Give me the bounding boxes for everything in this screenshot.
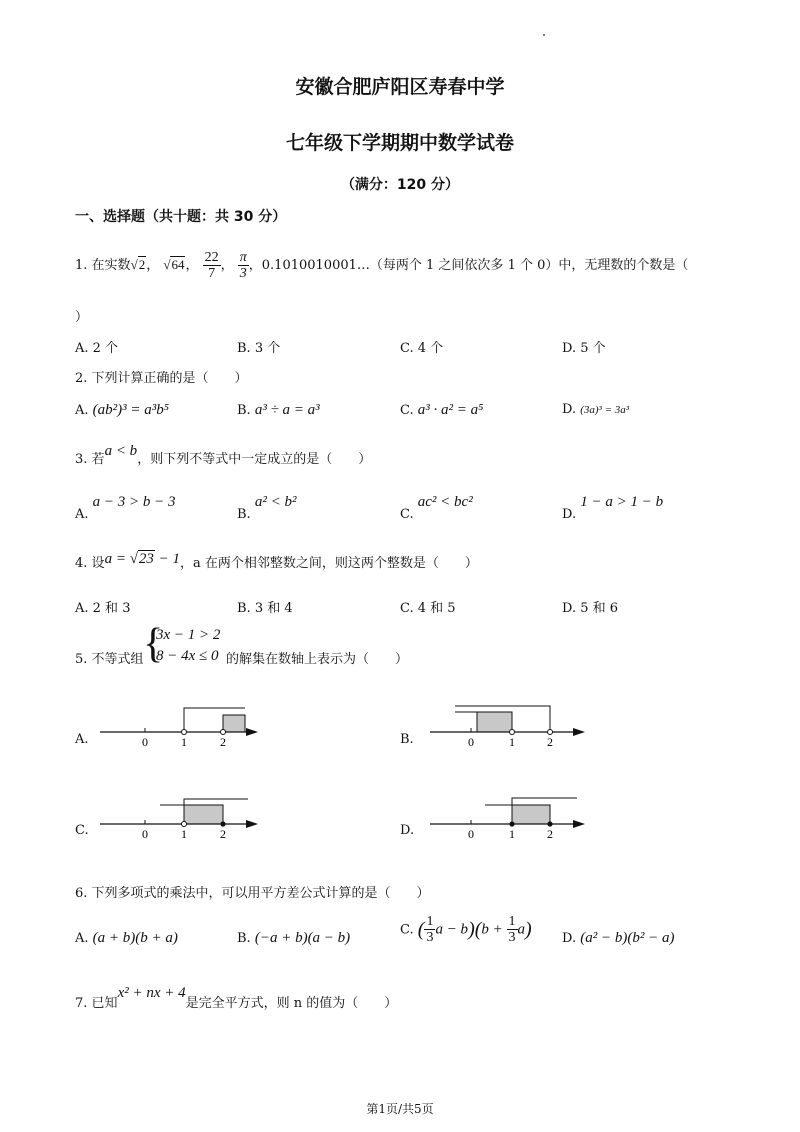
question-7: 7. 已知x² + nx + 4是完全平方式，则 n 的值为（ ）	[75, 985, 398, 1011]
tick-label: 0	[142, 827, 148, 841]
q6-fraction-left: $\frac{1}{3}$	[426, 914, 434, 946]
tick-label: 2	[547, 735, 553, 749]
q5-label-c[interactable]: C.	[75, 823, 89, 838]
question-4: 4. 设a = √23 − 1，a 在两个相邻整数之间，则这两个整数是（ ）	[75, 551, 478, 571]
q3-option-d[interactable]: D. 1 − a > 1 − b	[562, 494, 664, 522]
q4-option-a[interactable]: A. 2 和 3	[75, 601, 131, 616]
q4-option-c[interactable]: C. 4 和 5	[400, 601, 456, 616]
tick-label: 0	[468, 735, 474, 749]
q1-fraction-pi-3: $\frac{\pi}{3}$	[239, 249, 247, 281]
q6-fraction-right: $\frac{1}{3}$	[508, 914, 516, 946]
q5-label-b[interactable]: B.	[400, 732, 414, 747]
question-3: 3. 若a < b，则下列不等式中一定成立的是（ ）	[75, 443, 372, 467]
q1-sqrt2: 2	[138, 257, 146, 272]
q3-option-b[interactable]: B. a² < b²	[237, 494, 297, 522]
q6-option-a[interactable]: A. (a + b)(b + a)	[75, 930, 178, 946]
q1-suffix: ，0.1010010001…（每两个 1 之间依次多 1 个 0）中，无理数的个数是（	[248, 258, 689, 273]
q2-option-d[interactable]: D. (3a)³ = 3a³	[562, 402, 630, 417]
q6-option-d[interactable]: D. (a² − b)(b² − a)	[562, 930, 675, 946]
school-title: 安徽合肥庐阳区寿春中学	[295, 76, 505, 98]
full-score: （满分：120 分）	[340, 177, 460, 193]
q1-option-a[interactable]: A. 2 个	[75, 341, 119, 356]
q5-suffix: 的解集在数轴上表示为（ ）	[226, 652, 409, 667]
q1-prefix: 在实数	[91, 258, 131, 273]
q2-option-b[interactable]: B. a³ ÷ a = a³	[237, 402, 320, 418]
tick-label: 2	[220, 735, 226, 749]
q5-label-d[interactable]: D.	[400, 823, 415, 838]
tick-label: 1	[181, 827, 187, 841]
q6-option-b[interactable]: B. (−a + b)(a − b)	[237, 930, 351, 946]
q1-number: 1.	[75, 258, 88, 273]
q1-option-c[interactable]: C. 4 个	[400, 341, 444, 356]
tick-label: 2	[220, 827, 226, 841]
number-line-b[interactable]	[425, 700, 590, 752]
q4-expression: a = √23 − 1	[104, 551, 181, 567]
q3-option-a[interactable]: A. a − 3 > b − 3	[75, 494, 176, 522]
q3-condition: a < b	[104, 443, 138, 459]
q7-expression: x² + nx + 4	[117, 985, 186, 1001]
tick-label: 0	[142, 735, 148, 749]
tick-label: 2	[547, 827, 553, 841]
q5-brace: {	[143, 621, 164, 667]
q1-option-d[interactable]: D. 5 个	[562, 341, 606, 356]
tick-label: 1	[181, 735, 187, 749]
q6-stem: 6. 下列多项式的乘法中，可以用平方差公式计算的是（ ）	[75, 886, 430, 901]
number-line-c[interactable]	[100, 792, 270, 844]
number-line-a[interactable]	[100, 700, 270, 752]
q1-close: ）	[75, 310, 89, 325]
q3-option-c[interactable]: C. ac² < bc²	[400, 494, 473, 522]
q1-fraction-22-7: $\frac{22}{7}$	[204, 249, 219, 281]
q1-option-b[interactable]: B. 3 个	[237, 341, 281, 356]
q5-system: 3x − 1 > 2 8 − 4x ≤ 0	[156, 627, 221, 664]
tick-label: 1	[509, 735, 515, 749]
q4-option-b[interactable]: B. 3 和 4	[237, 601, 293, 616]
q6-option-c[interactable]: C. ( $\frac{1}{3}$ a − b)(b + $\frac{1}{3}$ a)	[400, 914, 532, 946]
q2-stem: 2. 下列计算正确的是（ ）	[75, 371, 248, 386]
number-line-d[interactable]	[425, 792, 590, 844]
exam-title: 七年级下学期期中数学试卷	[285, 132, 514, 154]
scan-dot	[543, 34, 545, 36]
question-1: 1. 在实数√2， √64， $\frac{22}{7}$ ， $\frac{\pi}{3}$ ，0.1010010001…（每两个 1 之间依次多 1 个 0）中，无理数的个数是（	[75, 249, 689, 281]
q2-option-a[interactable]: A. (ab²)³ = a³b⁵	[75, 402, 169, 418]
q1-sqrt64: 64	[171, 257, 185, 272]
q4-option-d[interactable]: D. 5 和 6	[562, 601, 619, 616]
q5-label-a[interactable]: A.	[75, 732, 89, 747]
tick-label: 1	[509, 827, 515, 841]
page-footer: 第1页/共5页	[366, 1102, 434, 1116]
q5-prefix: 5. 不等式组	[75, 652, 144, 667]
q2-option-c[interactable]: C. a³ · a² = a⁵	[400, 402, 484, 418]
section-heading: 一、选择题（共十题：共 30 分）	[75, 209, 287, 225]
tick-label: 0	[468, 827, 474, 841]
